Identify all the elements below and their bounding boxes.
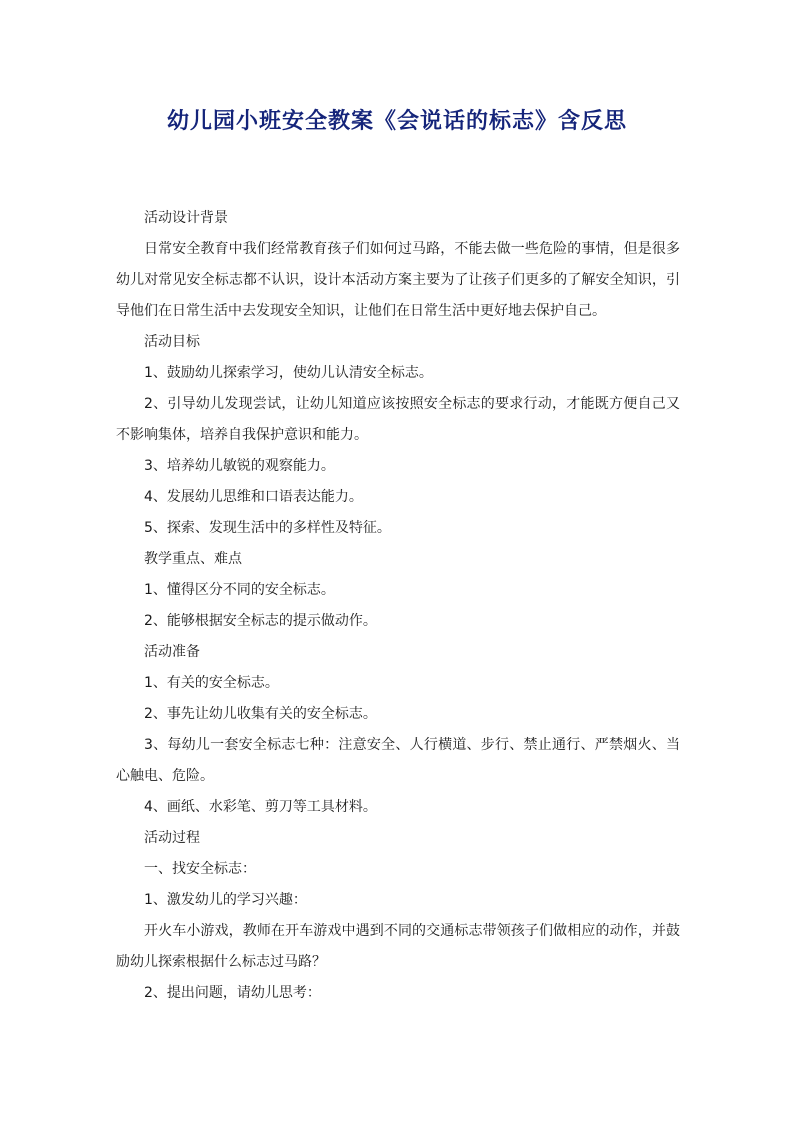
- process-step-heading: 一、找安全标志：: [144, 861, 256, 877]
- document-body: [116, 203, 680, 1009]
- section-heading-background: 活动设计背景: [144, 210, 228, 226]
- process-substep: 1、激发幼儿的学习兴趣：: [144, 892, 307, 908]
- section-heading-goals: 活动目标: [144, 334, 200, 350]
- paragraph-background: 日常安全教育中我们经常教育孩子们如何过马路，不能去做一些危险的事情，但是很多幼儿对常见安全标志都不认识，设计本活动方案主要为了让孩子们更多的了解安全知识，引导他们在日常生活中去发现安全知识，让他们在日常生活中更好地去保护自己。: [116, 241, 680, 319]
- section-heading-process: 活动过程: [144, 830, 200, 846]
- goal-item: 2、引导幼儿发现尝试，让幼儿知道应该按照安全标志的要求行动，才能既方便自己又不影响集体，培养自我保护意识和能力。: [116, 396, 680, 443]
- key-point-item: 2、能够根据安全标志的提示做动作。: [144, 613, 377, 629]
- preparation-item: 1、有关的安全标志。: [144, 675, 279, 691]
- document-title: 幼儿园小班安全教案《会说话的标志》含反思: [166, 108, 627, 134]
- process-paragraph: 开火车小游戏，教师在开车游戏中遇到不同的交通标志带领孩子们做相应的动作，并鼓励幼儿探索根据什么标志过马路？: [116, 923, 680, 970]
- key-point-item: 1、懂得区分不同的安全标志。: [144, 582, 335, 598]
- goal-item: 5、探索、发现生活中的多样性及特征。: [144, 520, 391, 536]
- preparation-item: 3、每幼儿一套安全标志七种：注意安全、人行横道、步行、禁止通行、严禁烟火、当心触电、危险。: [116, 737, 680, 784]
- goal-item: 4、发展幼儿思维和口语表达能力。: [144, 489, 363, 505]
- goal-item: 3、培养幼儿敏锐的观察能力。: [144, 458, 335, 474]
- preparation-item: 4、画纸、水彩笔、剪刀等工具材料。: [144, 799, 377, 815]
- goal-item: 1、鼓励幼儿探索学习，使幼儿认清安全标志。: [144, 365, 433, 381]
- preparation-item: 2、事先让幼儿收集有关的安全标志。: [144, 706, 377, 722]
- section-heading-key-points: 教学重点、难点: [144, 551, 242, 567]
- section-heading-preparation: 活动准备: [144, 644, 200, 660]
- process-substep: 2、提出问题，请幼儿思考：: [144, 985, 321, 1001]
